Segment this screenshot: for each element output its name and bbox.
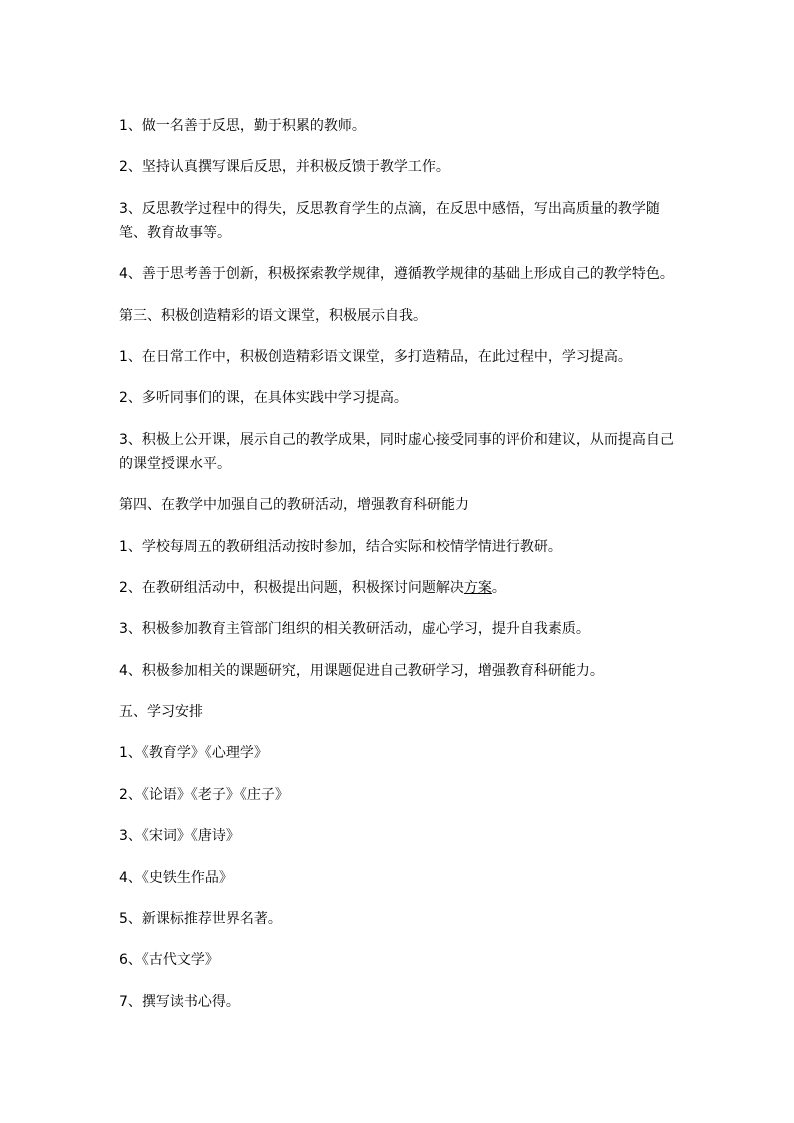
paragraph-research-3: 3、积极参加教育主管部门组织的相关教研活动，虚心学习，提升自我素质。 (119, 621, 590, 638)
reading-item-5: 5、新课标推荐世界名著。 (119, 911, 282, 928)
reading-item-2: 2、《论语》《老子》《庄子》 (119, 786, 289, 803)
section-heading-fourth: 第四、在教学中加强自己的教研活动，增强教育科研能力 (119, 497, 469, 514)
reading-item-4: 4、《史铁生作品》 (119, 869, 233, 886)
paragraph-research-2 (119, 576, 679, 600)
paragraph-classroom-3: 3、积极上公开课，展示自己的教学成果，同时虚心接受同事的评价和建议，从而提高自己的课堂授课水平。 (119, 431, 674, 472)
paragraph-reflect-3: 3、反思教学过程中的得失，反思教育学生的点滴，在反思中感悟，写出高质量的教学随笔、教育故事等。 (119, 200, 660, 241)
section-heading-fifth: 五、学习安排 (119, 704, 203, 721)
document-body (119, 114, 679, 1031)
plan-link[interactable]: 方案 (463, 579, 492, 596)
paragraph-research-1: 1、学校每周五的教研组活动按时参加，结合实际和校情学情进行教研。 (119, 538, 562, 555)
paragraph-classroom-1: 1、在日常工作中，积极创造精彩语文课堂，多打造精品，在此过程中，学习提高。 (119, 348, 632, 365)
paragraph-reflect-2: 2、坚持认真撰写课后反思，并积极反馈于教学工作。 (119, 159, 450, 176)
reading-item-7: 7、撰写读书心得。 (119, 993, 240, 1010)
reading-item-3: 3、《宋词》《唐诗》 (119, 828, 240, 845)
section-heading-third: 第三、积极创造精彩的语文课堂，积极展示自我。 (119, 307, 427, 324)
paragraph-research-2-end: 。 (491, 579, 506, 596)
reading-item-1: 1、《教育学》《心理学》 (119, 745, 268, 762)
paragraph-research-4: 4、积极参加相关的课题研究，用课题促进自己教研学习，增强教育科研能力。 (119, 662, 604, 679)
paragraph-research-2-text: 2、在教研组活动中，积极提出问题，积极探讨问题解决 (119, 579, 464, 596)
paragraph-classroom-2: 2、多听同事们的课，在具体实践中学习提高。 (119, 390, 408, 407)
paragraph-reflect-1: 1、做一名善于反思，勤于积累的教师。 (119, 118, 366, 134)
reading-item-6: 6、《古代文学》 (119, 952, 219, 969)
paragraph-reflect-4: 4、善于思考善于创新，积极探索教学规律，遵循教学规律的基础上形成自己的教学特色。 (119, 266, 674, 283)
